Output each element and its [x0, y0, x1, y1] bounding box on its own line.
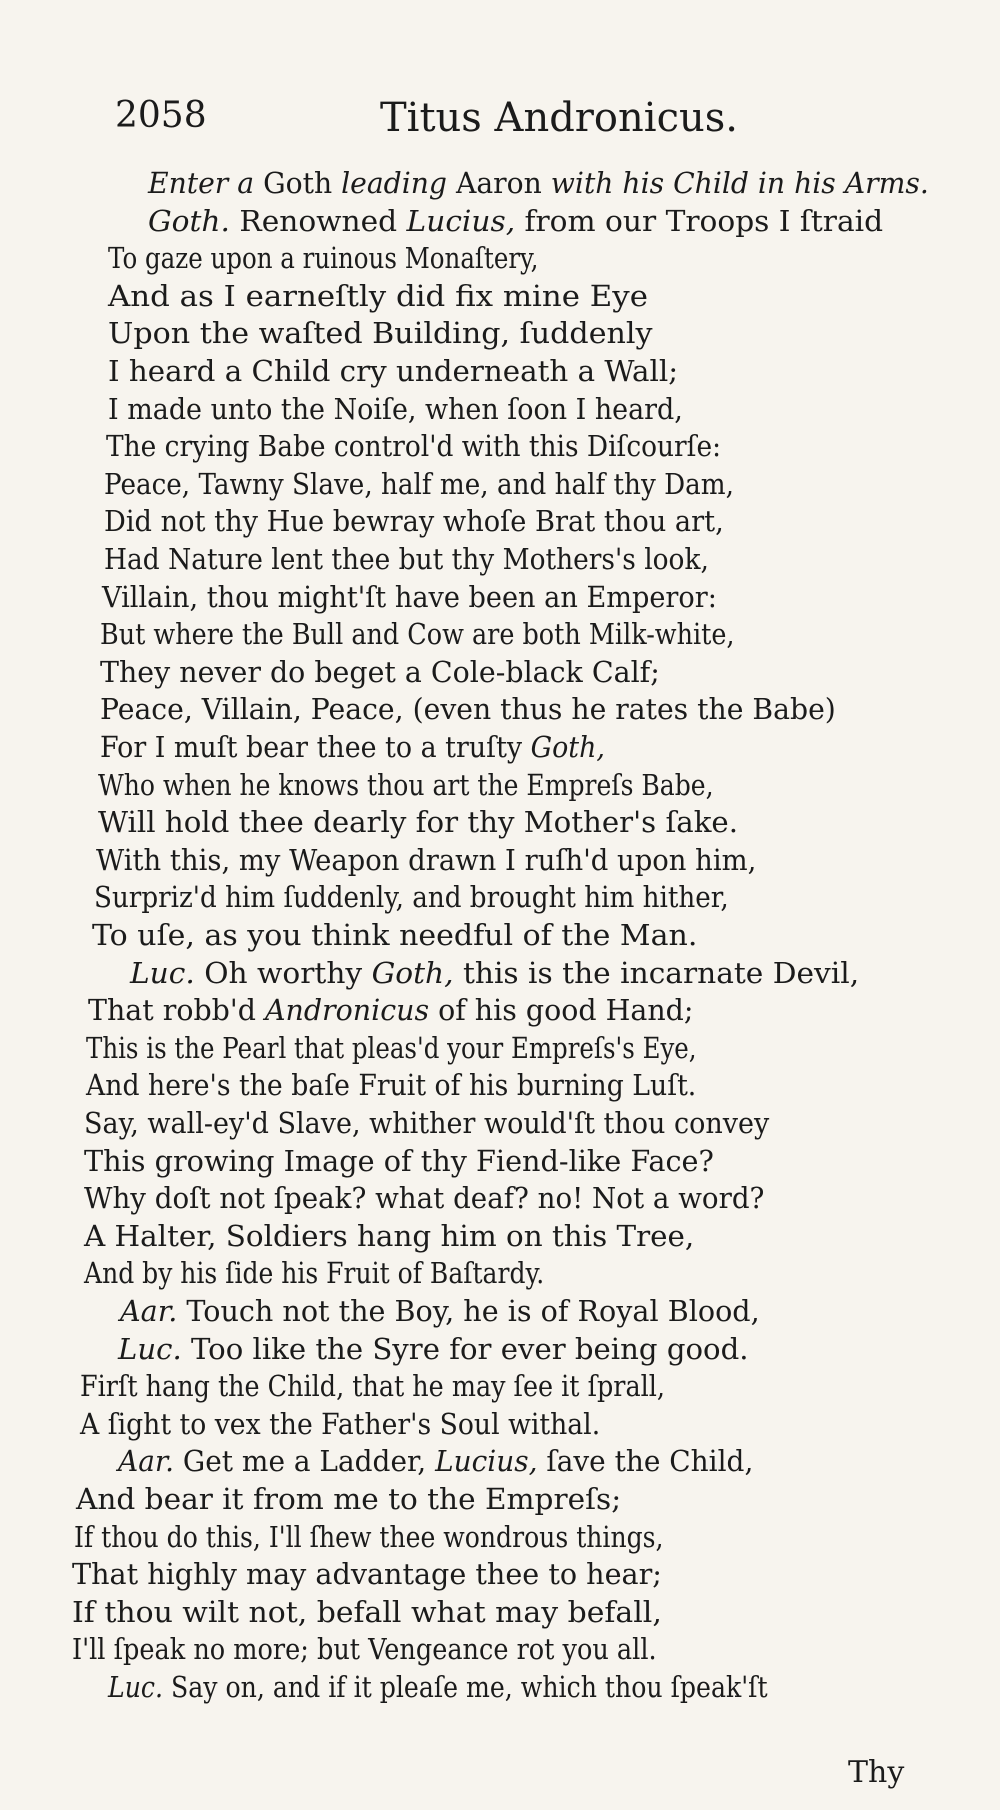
roman-text: Surpriz'd him ſuddenly, and brought him hither, — [94, 880, 729, 915]
roman-text: A Halter, Soldiers hang him on this Tree, — [84, 1218, 695, 1253]
roman-text: this is the incarnate Devil, — [453, 955, 860, 990]
verse-line — [102, 578, 717, 616]
verse-line — [84, 1104, 769, 1142]
roman-text: Aaron — [455, 166, 551, 200]
verse-line — [108, 352, 678, 390]
running-header — [0, 95, 1000, 155]
verse-line — [84, 1254, 544, 1292]
italic-text: Luc. — [130, 955, 205, 990]
verse-line — [118, 1442, 753, 1480]
verse-line — [94, 878, 729, 916]
verse-line — [108, 239, 538, 277]
italic-text: Aar. — [118, 1444, 183, 1479]
roman-text: Say on, and if it pleaſe me, which thou ſpeak'ſt — [171, 1670, 768, 1704]
italic-text: Goth, — [530, 730, 605, 764]
verse-line — [104, 465, 734, 503]
italic-text: Lucius, — [406, 203, 516, 238]
catchword: Thy — [848, 1755, 905, 1790]
roman-text: And by his ſide his Fruit of Baſtardy. — [84, 1256, 545, 1291]
running-title: Titus Andronicus. — [380, 95, 738, 141]
italic-text: Lucius, — [435, 1444, 538, 1479]
roman-text: I heard a Child cry underneath a Wall; — [108, 354, 679, 388]
roman-text: Villain, thou might'ſt have been an Emperor: — [102, 579, 717, 614]
verse-line — [80, 1367, 665, 1405]
roman-text: If thou wilt not, befall what may befall, — [72, 1594, 662, 1629]
verse-line — [72, 1593, 662, 1631]
verse-line — [148, 202, 883, 240]
roman-text: That robb'd — [88, 993, 265, 1028]
italic-text: Luc. — [108, 1670, 172, 1704]
roman-text: Renowned — [239, 203, 407, 238]
roman-text: I'll ſpeak no more; but Vengeance rot you all. — [72, 1632, 657, 1667]
italic-text: Aar. — [120, 1294, 187, 1328]
roman-text: That highly may advantage thee to hear; — [72, 1557, 662, 1592]
verse-line — [96, 841, 756, 879]
roman-text: ſave the Child, — [537, 1444, 754, 1479]
roman-text: from our Troops I ſtraid — [515, 203, 884, 238]
roman-text: Oh worthy — [204, 955, 372, 990]
verse-line — [148, 164, 929, 202]
verse-line — [106, 427, 721, 465]
roman-text: Peace, Villain, Peace, (even thus he rates the Babe) — [100, 692, 836, 727]
page-number: 2058 — [115, 95, 207, 136]
roman-text: Get me a Ladder, — [182, 1444, 436, 1479]
verse-line — [80, 1405, 600, 1443]
roman-text: Say, wall-ey'd Slave, whither would'ſt thou convey — [84, 1106, 770, 1140]
roman-text: Will hold thee dearly for thy Mother's ſake. — [98, 805, 739, 840]
verse-line — [84, 1179, 764, 1217]
roman-text: Did not thy Hue bewray whoſe Brat thou art, — [104, 504, 724, 539]
italic-text: Goth, — [371, 955, 454, 990]
roman-text: A ſight to vex the Father's Soul withal. — [80, 1406, 601, 1441]
roman-text: Too like the Syre for ever being good. — [190, 1331, 749, 1366]
roman-text: And bear it from me to the Empreſs; — [76, 1482, 622, 1516]
verse-line — [84, 1217, 694, 1255]
verse-line — [86, 1066, 696, 1104]
roman-text: I made unto the Noiſe, when ſoon I heard, — [108, 391, 683, 426]
verse-line — [72, 1630, 657, 1668]
verse-line — [74, 1518, 664, 1556]
verse-line — [108, 1668, 768, 1706]
verse-line — [72, 1555, 662, 1593]
roman-text: This growing Image of thy Fiend-like Face? — [84, 1143, 714, 1178]
roman-text: Goth — [263, 166, 342, 200]
roman-text: For I muſt bear thee to a truſty — [100, 730, 531, 764]
verse-line — [108, 277, 648, 315]
roman-text: Peace, Tawny Slave, half me, and half thy Dam, — [104, 466, 734, 501]
italic-text: Andronicus — [264, 993, 430, 1028]
verse-line — [118, 1330, 748, 1368]
verse-line — [104, 540, 709, 578]
roman-text: of his good Hand; — [429, 993, 694, 1028]
verse-line — [104, 502, 724, 540]
roman-text: But where the Bull and Cow are both Milk-white, — [100, 617, 735, 652]
verse-line — [108, 314, 653, 352]
roman-text: Upon the waſted Building, ſuddenly — [108, 316, 653, 351]
roman-text: And as I earneſtly did fix mine Eye — [108, 278, 648, 313]
verse-line — [100, 653, 660, 691]
roman-text: Had Nature lent thee but thy Mothers's look, — [104, 542, 709, 576]
roman-text: Why doſt not ſpeak? what deaf? no! Not a word? — [84, 1181, 765, 1216]
verse-line — [120, 1292, 760, 1330]
roman-text: The crying Babe control'd with this Diſcourſe: — [106, 429, 721, 464]
verse-line — [98, 803, 738, 841]
verse-line — [76, 1480, 621, 1518]
roman-text: This is the Pearl that pleas'd your Empreſs's Eye, — [86, 1030, 697, 1065]
verse-line — [100, 728, 605, 766]
verse-line — [100, 615, 735, 653]
roman-text: Firſt hang the Child, that he may ſee it ſprall, — [80, 1369, 665, 1404]
italic-text: Goth. — [148, 203, 240, 238]
roman-text: Touch not the Boy, he is of Royal Blood, — [186, 1294, 760, 1328]
verse-line — [84, 1142, 714, 1180]
roman-text: And here's the baſe Fruit of his burning Luſt. — [86, 1068, 697, 1103]
italic-text: leading — [341, 166, 456, 200]
verse-line — [98, 766, 714, 804]
roman-text: Who when he knows thou art the Empreſs Babe, — [98, 767, 714, 802]
italic-text: with his Child in his Arms. — [550, 166, 929, 200]
verse-line — [130, 954, 859, 992]
roman-text: They never do beget a Cole-black Calf; — [100, 654, 660, 689]
roman-text: To gaze upon a ruinous Monaſtery, — [108, 241, 539, 276]
italic-text: Enter a — [148, 166, 264, 200]
verse-line — [88, 991, 693, 1029]
verse-line — [100, 690, 836, 728]
verse-line — [92, 916, 697, 954]
roman-text: If thou do this, I'll ſhew thee wondrous things, — [74, 1519, 664, 1554]
verse-line — [86, 1029, 697, 1067]
roman-text: To uſe, as you think needful of the Man. — [92, 918, 698, 952]
roman-text: With this, my Weapon drawn I ruſh'd upon him, — [96, 842, 757, 877]
italic-text: Luc. — [118, 1331, 191, 1366]
verse-line — [108, 390, 683, 428]
